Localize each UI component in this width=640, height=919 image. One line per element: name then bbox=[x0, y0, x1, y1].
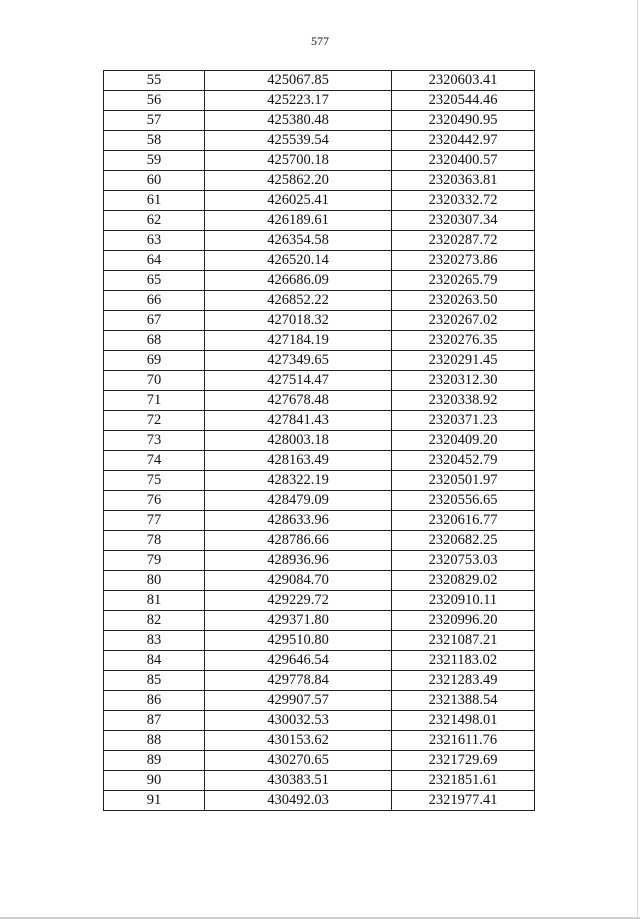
point-number-cell: 70 bbox=[104, 371, 205, 391]
table-row bbox=[104, 491, 535, 511]
point-number-cell: 68 bbox=[104, 331, 205, 351]
point-number-cell: 72 bbox=[104, 411, 205, 431]
y-coordinate-cell: 2321087.21 bbox=[392, 631, 535, 651]
point-number-cell: 79 bbox=[104, 551, 205, 571]
table-row bbox=[104, 431, 535, 451]
x-coordinate-cell: 426852.22 bbox=[205, 291, 392, 311]
y-coordinate-cell: 2321388.54 bbox=[392, 691, 535, 711]
y-coordinate-cell: 2320287.72 bbox=[392, 231, 535, 251]
table-row bbox=[104, 651, 535, 671]
y-coordinate-cell: 2320829.02 bbox=[392, 571, 535, 591]
y-coordinate-cell: 2320490.95 bbox=[392, 111, 535, 131]
x-coordinate-cell: 428163.49 bbox=[205, 451, 392, 471]
y-coordinate-cell: 2321283.49 bbox=[392, 671, 535, 691]
table-row bbox=[104, 751, 535, 771]
table-row bbox=[104, 151, 535, 171]
table-row bbox=[104, 631, 535, 651]
point-number-cell: 78 bbox=[104, 531, 205, 551]
point-number-cell: 60 bbox=[104, 171, 205, 191]
y-coordinate-cell: 2320544.46 bbox=[392, 91, 535, 111]
point-number-cell: 69 bbox=[104, 351, 205, 371]
y-coordinate-cell: 2320312.30 bbox=[392, 371, 535, 391]
x-coordinate-cell: 430383.51 bbox=[205, 771, 392, 791]
table-row bbox=[104, 91, 535, 111]
table-row bbox=[104, 191, 535, 211]
point-number-cell: 57 bbox=[104, 111, 205, 131]
x-coordinate-cell: 425700.18 bbox=[205, 151, 392, 171]
x-coordinate-cell: 430032.53 bbox=[205, 711, 392, 731]
y-coordinate-cell: 2320409.20 bbox=[392, 431, 535, 451]
x-coordinate-cell: 427349.65 bbox=[205, 351, 392, 371]
table-row bbox=[104, 771, 535, 791]
y-coordinate-cell: 2320371.23 bbox=[392, 411, 535, 431]
table-row bbox=[104, 371, 535, 391]
table-row bbox=[104, 511, 535, 531]
table-row bbox=[104, 411, 535, 431]
x-coordinate-cell: 427018.32 bbox=[205, 311, 392, 331]
table-row bbox=[104, 451, 535, 471]
y-coordinate-cell: 2320452.79 bbox=[392, 451, 535, 471]
x-coordinate-cell: 427184.19 bbox=[205, 331, 392, 351]
point-number-cell: 77 bbox=[104, 511, 205, 531]
x-coordinate-cell: 428786.66 bbox=[205, 531, 392, 551]
table-row bbox=[104, 471, 535, 491]
y-coordinate-cell: 2320910.11 bbox=[392, 591, 535, 611]
y-coordinate-cell: 2320753.03 bbox=[392, 551, 535, 571]
table-row bbox=[104, 331, 535, 351]
x-coordinate-cell: 430270.65 bbox=[205, 751, 392, 771]
x-coordinate-cell: 428322.19 bbox=[205, 471, 392, 491]
y-coordinate-cell: 2320363.81 bbox=[392, 171, 535, 191]
point-number-cell: 64 bbox=[104, 251, 205, 271]
table-row bbox=[104, 291, 535, 311]
x-coordinate-cell: 425862.20 bbox=[205, 171, 392, 191]
table-row bbox=[104, 571, 535, 591]
table-row bbox=[104, 791, 535, 811]
point-number-cell: 75 bbox=[104, 471, 205, 491]
table-row bbox=[104, 251, 535, 271]
table-row bbox=[104, 611, 535, 631]
point-number-cell: 62 bbox=[104, 211, 205, 231]
x-coordinate-cell: 429646.54 bbox=[205, 651, 392, 671]
y-coordinate-cell: 2321977.41 bbox=[392, 791, 535, 811]
point-number-cell: 83 bbox=[104, 631, 205, 651]
x-coordinate-cell: 426520.14 bbox=[205, 251, 392, 271]
table-row bbox=[104, 731, 535, 751]
table-row bbox=[104, 691, 535, 711]
y-coordinate-cell: 2320400.57 bbox=[392, 151, 535, 171]
x-coordinate-cell: 429778.84 bbox=[205, 671, 392, 691]
point-number-cell: 67 bbox=[104, 311, 205, 331]
point-number-cell: 87 bbox=[104, 711, 205, 731]
x-coordinate-cell: 425380.48 bbox=[205, 111, 392, 131]
point-number-cell: 84 bbox=[104, 651, 205, 671]
table-row bbox=[104, 671, 535, 691]
x-coordinate-cell: 428003.18 bbox=[205, 431, 392, 451]
x-coordinate-cell: 430492.03 bbox=[205, 791, 392, 811]
y-coordinate-cell: 2320338.92 bbox=[392, 391, 535, 411]
x-coordinate-cell: 428633.96 bbox=[205, 511, 392, 531]
y-coordinate-cell: 2321183.02 bbox=[392, 651, 535, 671]
y-coordinate-cell: 2320332.72 bbox=[392, 191, 535, 211]
y-coordinate-cell: 2320603.41 bbox=[392, 71, 535, 91]
x-coordinate-cell: 430153.62 bbox=[205, 731, 392, 751]
point-number-cell: 91 bbox=[104, 791, 205, 811]
table-body bbox=[104, 71, 535, 811]
y-coordinate-cell: 2320263.50 bbox=[392, 291, 535, 311]
x-coordinate-cell: 429084.70 bbox=[205, 571, 392, 591]
coordinate-table bbox=[103, 70, 535, 811]
point-number-cell: 73 bbox=[104, 431, 205, 451]
page-number: 577 bbox=[311, 34, 329, 48]
point-number-cell: 81 bbox=[104, 591, 205, 611]
point-number-cell: 82 bbox=[104, 611, 205, 631]
x-coordinate-cell: 426025.41 bbox=[205, 191, 392, 211]
point-number-cell: 55 bbox=[104, 71, 205, 91]
y-coordinate-cell: 2320682.25 bbox=[392, 531, 535, 551]
x-coordinate-cell: 429229.72 bbox=[205, 591, 392, 611]
table-row bbox=[104, 311, 535, 331]
y-coordinate-cell: 2320265.79 bbox=[392, 271, 535, 291]
point-number-cell: 59 bbox=[104, 151, 205, 171]
table-row bbox=[104, 231, 535, 251]
table-row bbox=[104, 131, 535, 151]
y-coordinate-cell: 2320276.35 bbox=[392, 331, 535, 351]
x-coordinate-cell: 426686.09 bbox=[205, 271, 392, 291]
point-number-cell: 71 bbox=[104, 391, 205, 411]
y-coordinate-cell: 2320273.86 bbox=[392, 251, 535, 271]
scan-edge-right bbox=[637, 0, 638, 919]
y-coordinate-cell: 2320616.77 bbox=[392, 511, 535, 531]
x-coordinate-cell: 429907.57 bbox=[205, 691, 392, 711]
y-coordinate-cell: 2320267.02 bbox=[392, 311, 535, 331]
point-number-cell: 58 bbox=[104, 131, 205, 151]
x-coordinate-cell: 427841.43 bbox=[205, 411, 392, 431]
point-number-cell: 86 bbox=[104, 691, 205, 711]
y-coordinate-cell: 2320556.65 bbox=[392, 491, 535, 511]
x-coordinate-cell: 426354.58 bbox=[205, 231, 392, 251]
y-coordinate-cell: 2321851.61 bbox=[392, 771, 535, 791]
x-coordinate-cell: 428479.09 bbox=[205, 491, 392, 511]
table-row bbox=[104, 591, 535, 611]
x-coordinate-cell: 429510.80 bbox=[205, 631, 392, 651]
point-number-cell: 56 bbox=[104, 91, 205, 111]
point-number-cell: 88 bbox=[104, 731, 205, 751]
table-row bbox=[104, 71, 535, 91]
point-number-cell: 74 bbox=[104, 451, 205, 471]
point-number-cell: 61 bbox=[104, 191, 205, 211]
table-row bbox=[104, 531, 535, 551]
point-number-cell: 76 bbox=[104, 491, 205, 511]
table-row bbox=[104, 351, 535, 371]
table-row bbox=[104, 391, 535, 411]
table-row bbox=[104, 171, 535, 191]
point-number-cell: 85 bbox=[104, 671, 205, 691]
point-number-cell: 66 bbox=[104, 291, 205, 311]
y-coordinate-cell: 2321729.69 bbox=[392, 751, 535, 771]
table-row bbox=[104, 551, 535, 571]
x-coordinate-cell: 428936.96 bbox=[205, 551, 392, 571]
table-row bbox=[104, 271, 535, 291]
table-row bbox=[104, 711, 535, 731]
point-number-cell: 65 bbox=[104, 271, 205, 291]
point-number-cell: 90 bbox=[104, 771, 205, 791]
x-coordinate-cell: 427678.48 bbox=[205, 391, 392, 411]
x-coordinate-cell: 429371.80 bbox=[205, 611, 392, 631]
point-number-cell: 80 bbox=[104, 571, 205, 591]
x-coordinate-cell: 425223.17 bbox=[205, 91, 392, 111]
x-coordinate-cell: 425067.85 bbox=[205, 71, 392, 91]
y-coordinate-cell: 2320996.20 bbox=[392, 611, 535, 631]
x-coordinate-cell: 427514.47 bbox=[205, 371, 392, 391]
y-coordinate-cell: 2320442.97 bbox=[392, 131, 535, 151]
table-row bbox=[104, 211, 535, 231]
y-coordinate-cell: 2321498.01 bbox=[392, 711, 535, 731]
y-coordinate-cell: 2320501.97 bbox=[392, 471, 535, 491]
x-coordinate-cell: 425539.54 bbox=[205, 131, 392, 151]
point-number-cell: 89 bbox=[104, 751, 205, 771]
y-coordinate-cell: 2320307.34 bbox=[392, 211, 535, 231]
point-number-cell: 63 bbox=[104, 231, 205, 251]
table-row bbox=[104, 111, 535, 131]
y-coordinate-cell: 2321611.76 bbox=[392, 731, 535, 751]
x-coordinate-cell: 426189.61 bbox=[205, 211, 392, 231]
y-coordinate-cell: 2320291.45 bbox=[392, 351, 535, 371]
